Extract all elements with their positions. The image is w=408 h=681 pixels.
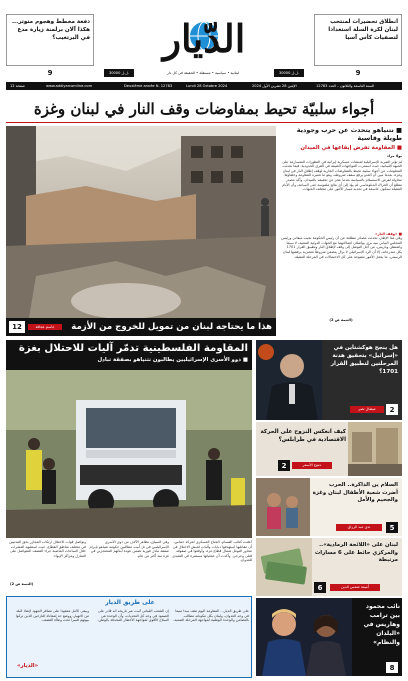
lead-body: وفي هذا الإطار، تحدثت مصادر مطلعة عن أن رئيس الحكومة نجيب ميقاتي ورئيس المجلس النيابي نبيه بري يواصلان اتصالاتهما مع الجهات الدولية المعنية، لا سيما واشنطن وباريس، من أجل التوصل إلى وقف لإطلاق النار وتطبيق القرار 1701 بكل مندرجاته، إلا أن الرد الإسرائيلي لا يزال يتضمن شروطاً تعجيزية يرفضها لبنان الرسمي، ما يجعل الأمور مفتوحة على كل الاحتمالات في المرحلة المقبلة. [281, 236, 402, 259]
top-right-teaser[interactable] [314, 14, 402, 66]
tagline: لبنانية • سياسية • مستقلة • الحقيقة في كل دار [167, 71, 239, 75]
side-story-grey-list[interactable] [256, 538, 402, 596]
side-story-headline: السلام ين الذاكرة.. الحرب أضرت شعبة الأطفال لبنان وغزة والجحيم والأمل [312, 482, 398, 504]
masthead [0, 0, 408, 92]
palestine-body: وتواصل قوات الاحتلال ارتكاب المجازر بحق المدنيين في مختلف مناطق القطاع، حيث استشهد العشرات خلال الساعات الماضية جراء القصف المتواصل على المنازل ومراكز الإيواء. [9, 540, 86, 558]
top-left-teaser[interactable] [6, 14, 94, 66]
logo [104, 10, 304, 66]
palestine-header [6, 340, 252, 370]
side-story-page: 6 [314, 582, 326, 593]
side-story-headline: لبنان على «اللائحة الرمادية».. والمركزي حائط على 6 مسارات مرتبطة [314, 542, 398, 564]
headline-divider [6, 122, 402, 123]
lead-section-title: ■ «وقف النار» [375, 231, 402, 236]
website[interactable]: www.addiyarcomline.com [46, 84, 93, 88]
side-story-author: دموع الأسمر [292, 462, 332, 469]
palestine-subhead: ■ ذوو الأسرى الإسرائيليين يطالبون نتنياهو بصفقة تبادل [97, 357, 248, 363]
main-photo [6, 126, 276, 336]
palestine-section [6, 340, 252, 592]
side-story-headline: نائب محمود بين ترامب وهاريس في «البلدان والنظام» [363, 603, 400, 646]
lead-body: لم تؤثر الضربة الإسرائيلية لمنشآت عسكرية إيرانية في التطورات المتسارعة على الجبهة اللبنانية، حيث استمرت المواجهات العنيفة في القرى الحدودية، فيما تحدثت المعلومات عن أجواء سلبية تحيط بالمفاوضات الجارية لوقف إطلاق النار في لبنان وغزة، بعدما تبين أن العدو يرفع سقف شروطه، وهو ما تعتبره المقاومة وحلفاؤها محاولة لفرض الاستسلام بالسياسة بعدما عجز عن تحقيقه بالميدان. وأكد مصدر مطلع أن الحراك الدبلوماسي لم يؤد إلى أي نتائج ملموسة حتى الساعة، وأن الأيام المقبلة ستكون حاسمة في تحديد مسار الأمور على مختلف الجبهات. [282, 159, 402, 192]
caption-page-number: 12 [9, 321, 25, 333]
lead-subhead[interactable]: ■ نتنياهو يتحدث عن حرب وجودية طويلة وقاسية [296, 126, 402, 142]
dateline-bar [6, 82, 402, 90]
lead-continued[interactable]: (التتمة ص 2) [329, 318, 353, 323]
teaser-headline: انطلاق تحضيرات لمنتخب لبنان لكرة السلة استعدادا لتصفيات كأس آسيا [328, 19, 398, 41]
side-stories [256, 340, 402, 678]
caption-author: جاسم عجاقة [28, 324, 62, 330]
side-story-tripoli[interactable] [256, 422, 402, 476]
editorial-body: إن الشعب اللبناني أثبت عبر تاريخه أنه قادر على الصمود في وجه كل التحديات، وأن الوحدة هي السلاح الأقوى لمواجهة الأخطار المحدقة بالوطن. [97, 609, 169, 623]
logo-text: الدّيار [162, 16, 246, 61]
lead-subhead[interactable]: ■ المقاومة تفرض إيقاعها في الميدان [300, 145, 402, 151]
main-headline[interactable]: أجواء سلبيّة تحيط بمفاوضات وقف النار في لبنان وغزة [33, 100, 375, 118]
editorial-title[interactable]: على طريق الديار [105, 599, 155, 606]
palestine-columns [6, 540, 252, 592]
palestine-headline[interactable]: المقاومة الفلسطينية تدمّر آليات للاحتلال بغزة [18, 343, 248, 354]
pages-count: 12 صفحة [10, 84, 25, 88]
date-french: Lundi 28 Octobre 2024 [186, 84, 228, 88]
date-arabic: الإثنين 28 تشرين الأول 2024 [252, 84, 297, 88]
side-story-page: 2 [278, 460, 290, 471]
tagline-bar [104, 68, 304, 78]
side-story-us-election[interactable] [256, 598, 402, 676]
price-box: 30000 ل.ل. [104, 69, 134, 77]
palestine-photo [6, 370, 252, 538]
teaser-headline: دفعة مخطط وهجوم متوتر... هكذا آلان برلمنة زيارة مدع في البرتغيب؟ [11, 19, 90, 41]
editorial-body: على طريق الديار... المقاومة اليوم تقف سداً منيعاً في وجه العدوان، ولبنان بكل مكوناته مطالب بالتضامن والوحدة الوطنية لمواجهة المرحلة الصعبة. [173, 609, 249, 623]
editorial-signature: «الديار» [17, 663, 39, 669]
side-story-page: 8 [386, 662, 398, 673]
editorial-body: ويبقى الأمل معقوداً على تضافر الجهود لإنقاذ البلد من الانهيار، ووضع حد لمعاناة النازحين الذين تركوا بيوتهم قسراً تحت وطأة القصف. [15, 609, 89, 623]
year-issue-arabic: السنة التاسعة والثلاثون – العدد 12783 [316, 84, 375, 88]
price-box: 30000 ل.ل. [274, 69, 304, 77]
side-story-headline: كيف انعكس النزوح على الحركة الاقتصادية في طرابلس؟ [260, 429, 346, 443]
side-story-children[interactable] [256, 478, 402, 536]
palestine-body: وفي السياق، تظاهر الآلاف من ذوي الأسرى الإسرائيليين في تل أبيب مطالبين حكومة نتنياهو بإبرام صفقة تبادل فورية تضمن عودة أبنائهم المحتجزين في غزة منذ أكثر من عام. [89, 540, 169, 558]
teaser-page-number: 9 [355, 69, 361, 77]
side-story-headline: هل ينجح هوكشتاين في «إسرائيل» بتحقيق هدنة المرحلتين لتطبيق القرار 1701؟ [330, 345, 398, 375]
lead-article [280, 126, 402, 338]
palestine-continued[interactable]: (التتمة ص 2) [10, 582, 34, 586]
side-story-page: 5 [386, 522, 398, 533]
lead-author: بولا مراد [386, 154, 402, 158]
side-story-author: ميشال نصر [350, 406, 384, 413]
issue-number: Deuxième année N. 12783 [124, 84, 173, 88]
side-story-author: ندى عبد الرزاق [336, 524, 382, 531]
teaser-page-number: 9 [47, 69, 53, 77]
side-story-page: 2 [386, 404, 398, 415]
editorial-box [6, 596, 252, 678]
side-story-hochstein[interactable] [256, 340, 402, 420]
palestine-body: أعلنت كتائب القسام، الجناح العسكري لحركة حماس، أن مقاتليها استهدفوا دبابات وآليات لجيش الاحتلال في محاور التوغل شمال قطاع غزة، وأوقعوا في صفوفه قتلى وجرحى. وأكدت أن عملياتها مستمرة في التصدي للعدوان. [172, 540, 252, 563]
caption-headline: هذا ما يحتاجه لبنان من تمويل للخروج من الأزمة [71, 322, 272, 332]
side-story-author: أميمة شمس الدين [330, 584, 380, 591]
photo-caption-band[interactable] [6, 318, 276, 336]
